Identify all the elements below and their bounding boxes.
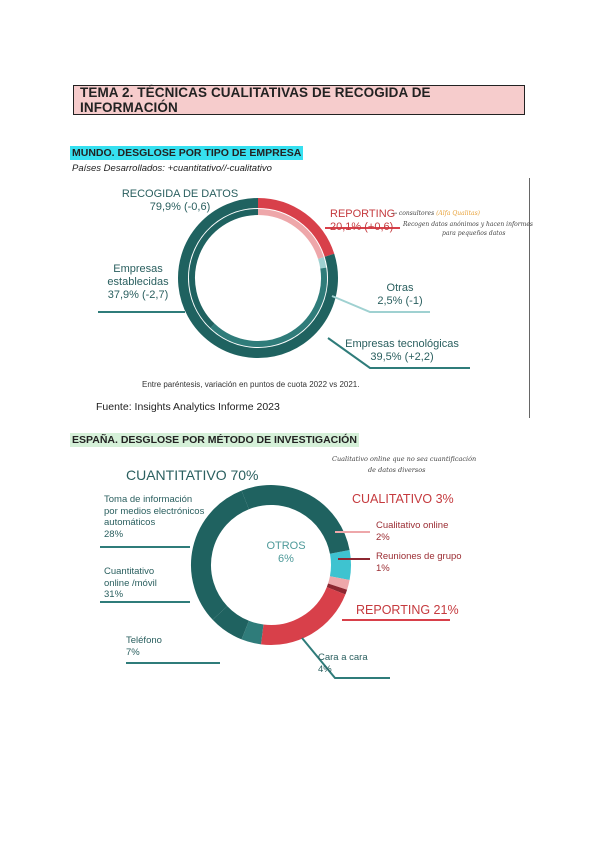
label-toma-line3: automáticos [104,517,156,528]
donut2-slice-0 [340,552,341,578]
label-recogida [120,188,240,214]
label-cuantonline-value: 31% [104,589,124,600]
label-cuantonline-line2: online /móvil [104,577,157,589]
donut2-slice-6 [201,500,245,613]
label-reuniones-name: Reuniones de grupo [376,551,462,562]
label-tecnologicas-name: Empresas tecnológicas [345,338,459,350]
label-otros-value: 6% [278,553,294,565]
donut-chart-espana [70,450,530,690]
label-reuniones-value: 1% [376,562,390,574]
handwritten-highlight: (Alfa Qualitas) [436,210,480,217]
handwritten-line3: para pequeños datos [442,230,506,237]
handwritten-arrow-text: → consultores [392,210,435,217]
label-recogida-value: 79,9% (-0,6) [149,201,211,213]
donut2-slice-1 [338,578,340,587]
label-cara-a-cara [318,652,368,675]
donut2-slice-3 [262,591,336,635]
label-cara-name: Cara a cara [318,652,368,663]
label-cualitativo-online [376,520,448,543]
section-heading-mundo: MUNDO. DESGLOSE POR TIPO DE EMPRESA [72,147,302,159]
label-otras-name: Otras [386,282,414,294]
label-establecidas-line2: establecidas [107,276,169,288]
donut2-slice-2 [336,587,337,591]
label-cualonline-name: Cualitativo online [376,520,449,531]
handwritten-note-line2: de datos diversos [368,466,426,474]
label-establecidas [98,263,178,302]
label-otras [370,282,430,308]
handwritten-note-consultores [392,210,480,217]
label-cualonline-value: 2% [376,531,390,543]
label-toma-value: 28% [104,528,124,540]
chart-source: Fuente: Insights Analytics Informe 2023 [96,401,280,413]
label-cuantitativo: CUANTITATIVO 70% [126,467,259,483]
section-heading-espana: ESPAÑA. DESGLOSE POR MÉTODO DE INVESTIGACIÓN [72,434,357,446]
label-reporting-name: REPORTING [330,208,396,220]
label-cara-value: 4% [318,663,332,675]
label-toma-line1: Toma de información [104,494,193,505]
label-reporting-espana: REPORTING 21% [356,603,459,617]
label-reporting [330,208,395,234]
label-recogida-name: RECOGIDA DE DATOS [121,188,239,200]
page-title-text: TEMA 2. TÉCNICAS CUALITATIVAS DE RECOGIDA DE INFORMACIÓN [80,85,431,115]
label-otros [256,540,316,566]
figure-border [529,178,531,418]
label-telefono [126,635,162,658]
page-title [73,85,525,115]
section-subtitle: Países Desarrollados: +cuantitativo//-cualitativo [72,163,272,174]
label-cualitativo: CUALITATIVO 3% [352,492,454,506]
label-telefono-value: 7% [126,646,140,658]
donut2-slice-5 [220,613,245,630]
label-otros-name: OTROS [266,540,306,552]
label-otras-value: 2,5% (-1) [377,295,423,307]
label-tecnologicas [332,338,472,364]
handwritten-note-line1: Cualitativo online que no sea cuantificación [332,455,477,463]
label-reuniones [376,551,462,574]
label-tecnologicas-value: 39,5% (+2,2) [370,351,434,363]
donut2-slice-4 [245,630,262,634]
label-reporting-value: 20,1% (+0,6) [330,221,394,233]
chart-note: Entre paréntesis, variación en puntos de cuota 2022 vs 2021. [142,380,360,389]
label-cuantonline-line1: Cuantitativo [104,566,155,577]
donut1-inner-0 [321,258,323,268]
label-toma [104,494,204,540]
handwritten-line2: Recogen datos anónimos y hacen informes [403,221,533,228]
label-cuantitativo-online [104,566,157,601]
donut-chart-mundo [70,178,533,418]
label-telefono-name: Teléfono [126,635,162,646]
label-establecidas-value: 37,9% (-2,7) [107,289,169,301]
label-establecidas-line1: Empresas [113,263,163,275]
label-toma-line2: por medios electrónicos [104,505,205,517]
